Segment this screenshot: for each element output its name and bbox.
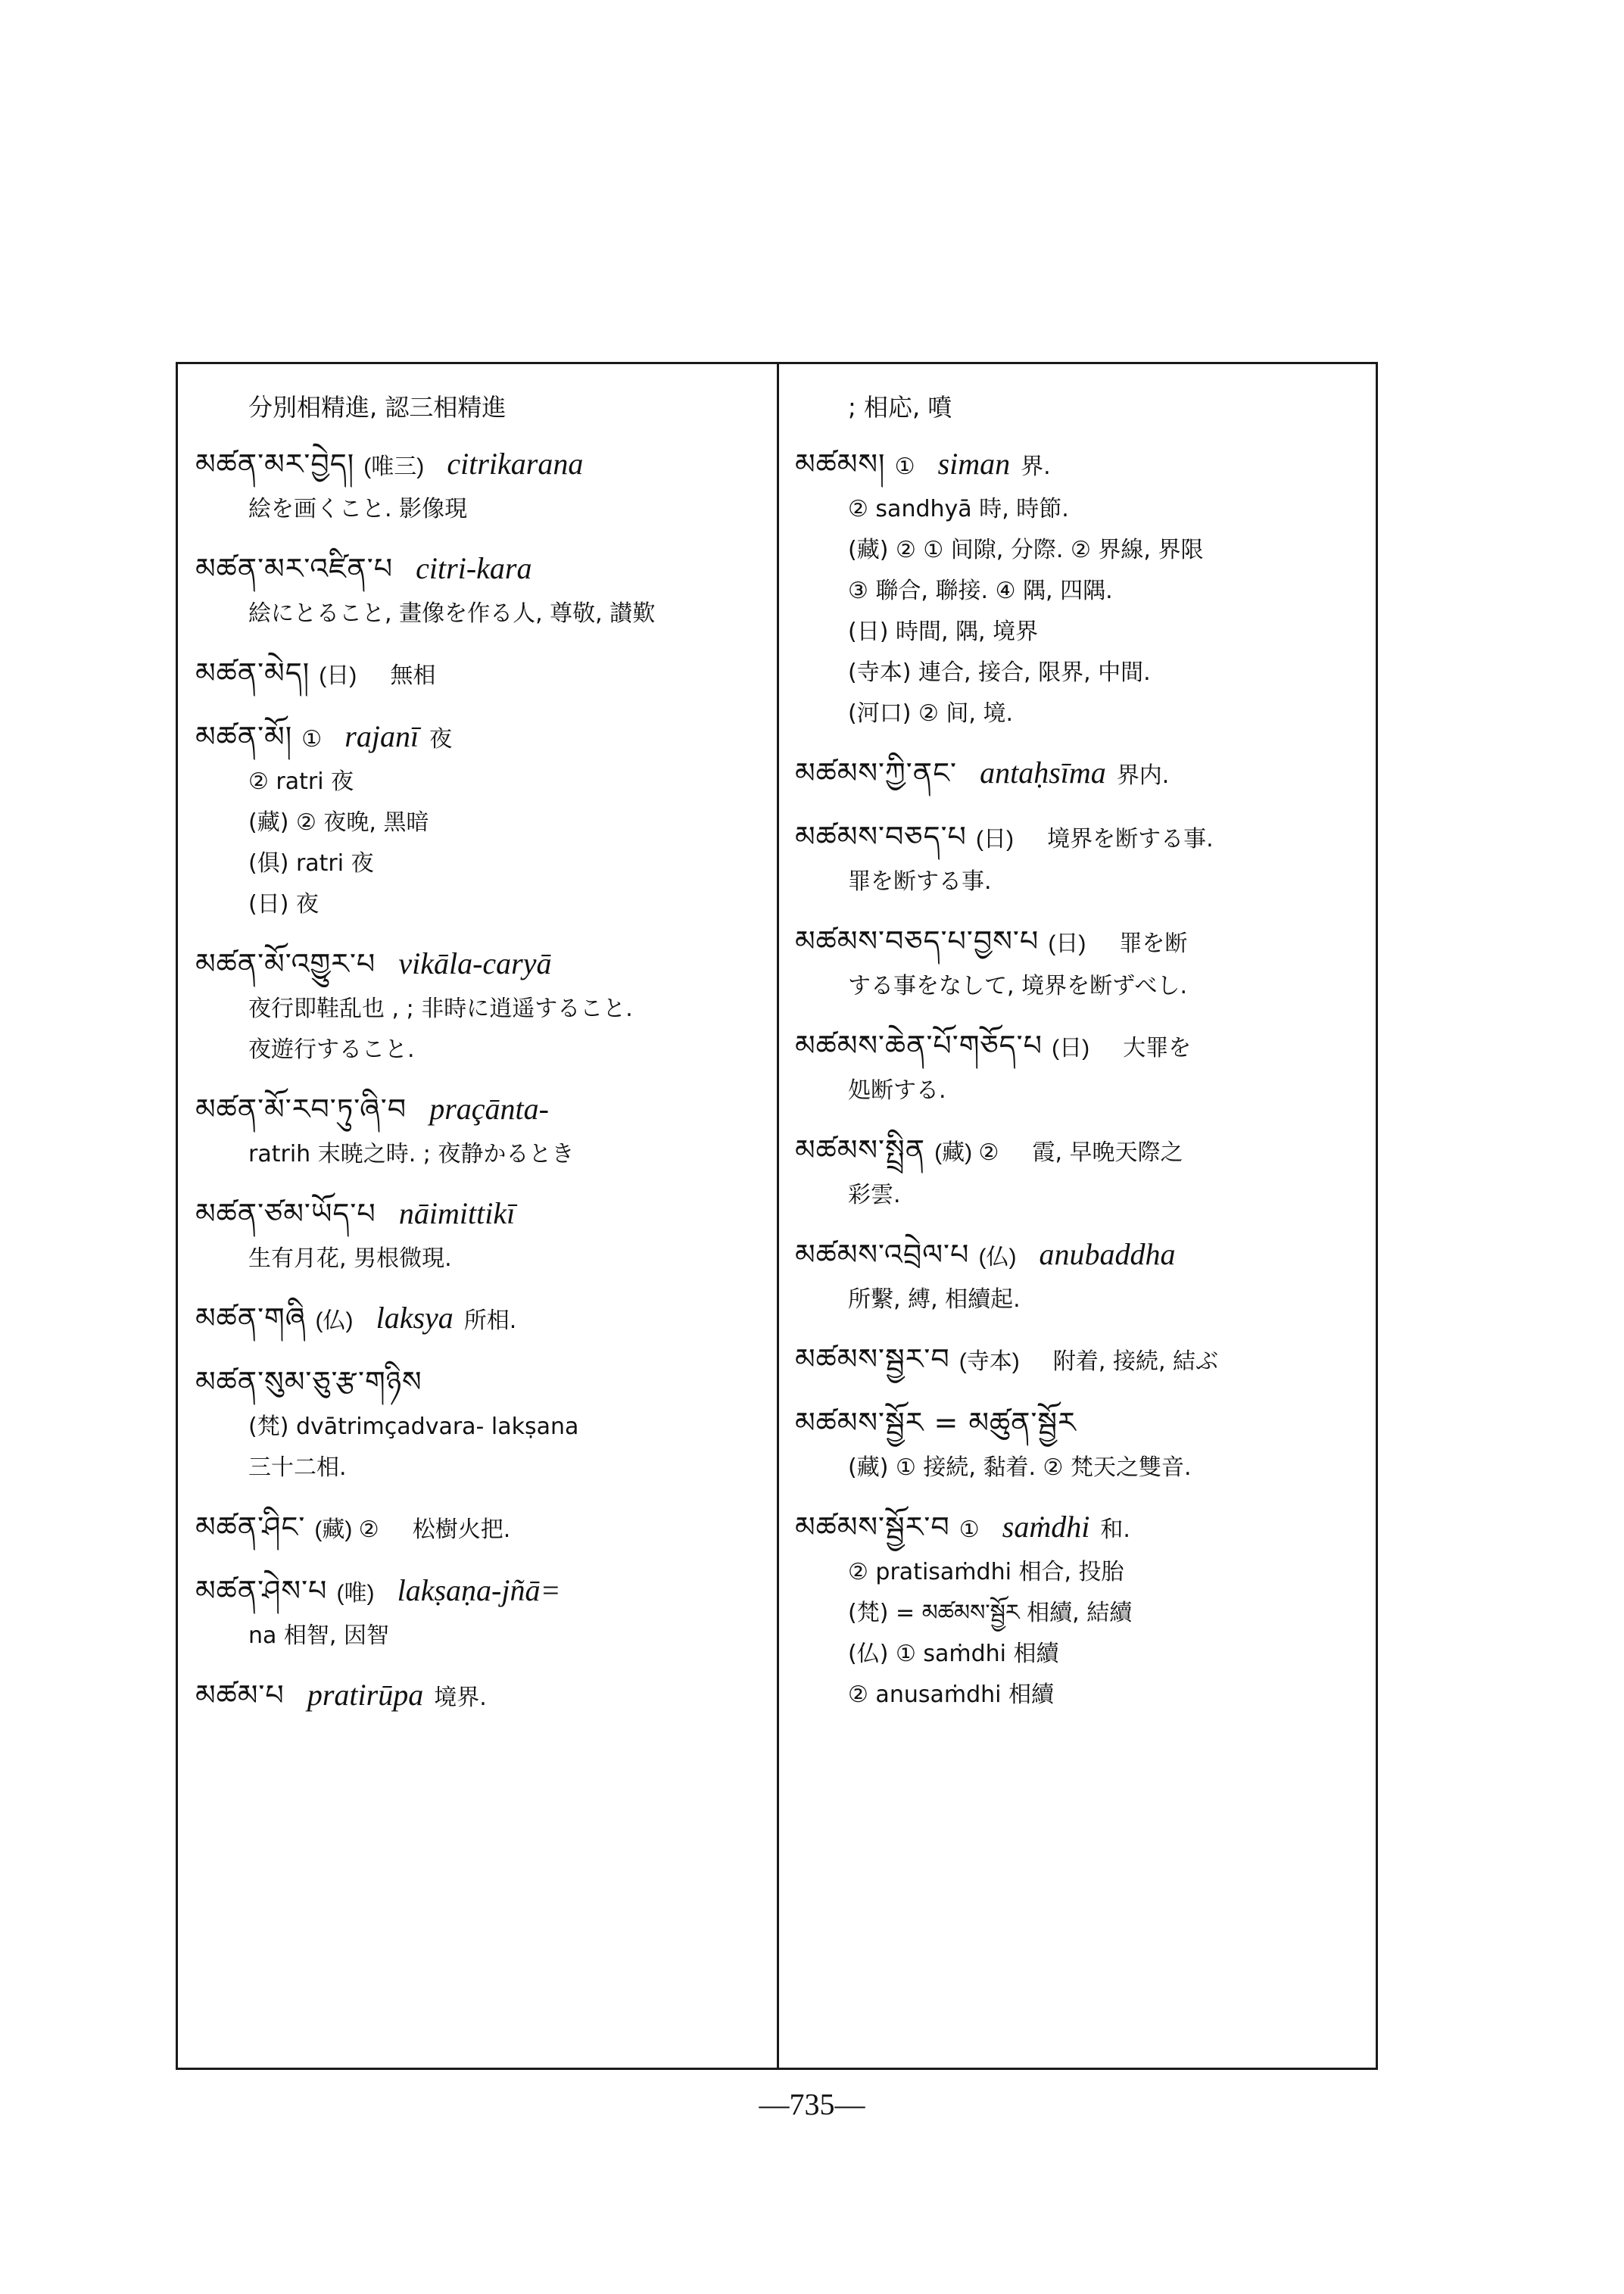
source-tag: (藏) ② (314, 1517, 379, 1542)
entry-sub-line: (日) 時間, 隅, 境界 (848, 619, 1039, 645)
gloss-text: 境界. (434, 1685, 487, 1711)
source-tag: ① (894, 454, 915, 479)
left-top-note: 分別相精進, 認三相精進 (248, 393, 507, 422)
entry-sub-line: ② sandhyā 時, 時節. (848, 496, 1069, 522)
source-tag: ① (301, 727, 323, 752)
entry-sub-line: (梵) dvātrimçadvara- lakṣana (248, 1413, 579, 1440)
sanskrit-term: pratirūpa (307, 1678, 424, 1712)
dictionary-entry (795, 1401, 1370, 1488)
sanskrit-term: rajanī (344, 719, 419, 753)
sanskrit-term: laksya (376, 1301, 454, 1335)
entry-sub-line: 三十二相. (248, 1454, 347, 1481)
entry-sub-line: (梵) = མཚམས་སྦྱོར 相續, 結續 (848, 1600, 1133, 1626)
entry-sub-line: 絵を画くこと. 影像現 (248, 496, 468, 522)
gloss-text: 大罪を (1123, 1035, 1192, 1061)
entry-head-line (195, 1087, 771, 1134)
entry-sub-line: 彩雲. (848, 1182, 901, 1208)
headword-tibetan: མཚམས་ཀྱི་ནང་ (795, 756, 958, 790)
headword-tibetan: མཚམས་སྦྱོར = མཚུན་སྦྱོར (795, 1406, 1077, 1439)
entry-sub-line: (俱) ratri 夜 (248, 850, 374, 877)
entry-head-line (795, 815, 1370, 862)
source-tag: (藏) ② (934, 1140, 999, 1165)
dictionary-entry (195, 547, 771, 634)
dictionary-entry (795, 1128, 1370, 1216)
entry-head-line (795, 1233, 1370, 1279)
entry-head-line (195, 442, 771, 489)
column-divider (777, 362, 779, 2070)
dictionary-entry (795, 919, 1370, 1007)
dictionary-entry (195, 442, 771, 530)
dictionary-entry (195, 715, 771, 925)
entry-head-line (195, 1569, 771, 1616)
gloss-text: 罪を断 (1119, 930, 1188, 957)
entry-sub-line: (河口) ② 间, 境. (848, 700, 1013, 727)
gloss-text: 境界を断する事. (1047, 826, 1214, 852)
dictionary-entry (795, 1024, 1370, 1111)
dictionary-entry (195, 1505, 771, 1552)
dictionary-entry (795, 815, 1370, 902)
headword-tibetan: མཚན་ཤེས་པ (195, 1574, 328, 1607)
gloss-text: 夜 (429, 726, 453, 753)
sanskrit-term: citri-kara (416, 551, 532, 585)
entry-sub-line: 処断する. (848, 1077, 946, 1104)
dictionary-entry (795, 751, 1370, 798)
entry-sub-line: ② ratri 夜 (248, 768, 354, 795)
headword-tibetan: མཚན་མེད། (195, 656, 310, 690)
right-entry-list (795, 442, 1370, 1716)
entry-sub-line: (寺本) 連合, 接合, 限界, 中間. (848, 659, 1151, 686)
gloss-text: 松樹火把. (412, 1516, 511, 1543)
sanskrit-term: citrikarana (447, 447, 584, 481)
source-tag: (日) (1052, 1036, 1090, 1061)
entry-sub-line: ② anusaṁdhi 相續 (848, 1682, 1055, 1708)
dictionary-entry (195, 1192, 771, 1279)
entry-sub-line: ② pratisaṁdhi 相合, 投胎 (848, 1559, 1124, 1585)
headword-tibetan: མཚམས་སྦྱོར་བ (795, 1510, 950, 1544)
dictionary-entry (795, 1233, 1370, 1320)
entry-sub-line: (藏) ① 接続, 黏着. ② 梵天之雙音. (848, 1454, 1192, 1481)
gloss-text: 和. (1100, 1516, 1130, 1543)
entry-head-line (195, 1673, 771, 1720)
dictionary-entry (795, 442, 1370, 734)
sanskrit-term: lakṣaṇa-jñā= (397, 1573, 561, 1607)
entry-sub-line: 所繫, 縛, 相續起. (848, 1286, 1021, 1313)
entry-head-line (795, 1337, 1370, 1384)
source-tag: ① (959, 1517, 980, 1542)
source-tag: (寺本) (959, 1349, 1020, 1374)
source-tag: (日) (976, 827, 1014, 852)
entry-head-line (795, 442, 1370, 489)
entry-head-line (195, 547, 771, 594)
gloss-text: 霞, 早晩天際之 (1032, 1139, 1183, 1166)
entry-sub-line: na 相智, 因智 (248, 1622, 390, 1649)
right-column (795, 386, 1370, 1732)
gloss-text: 所相. (463, 1308, 517, 1334)
dictionary-entry (195, 1296, 771, 1343)
dictionary-entry (195, 1087, 771, 1175)
entry-sub-line: する事をなして, 境界を断ずべし. (848, 973, 1188, 999)
source-tag: (唯三) (363, 454, 425, 479)
headword-tibetan: མཚན་ཙམ་ཡོད་པ (195, 1197, 376, 1230)
headword-tibetan: མཚམས་སྤྲིན (795, 1133, 926, 1167)
entry-head-line (195, 1296, 771, 1343)
gloss-text: 界. (1021, 454, 1051, 480)
headword-tibetan: མཚན་མོ་འགྱུར་པ (195, 947, 376, 980)
entry-head-line (195, 651, 771, 698)
dictionary-entry (195, 942, 771, 1071)
source-tag: (仏) (978, 1245, 1017, 1270)
gloss-text: 無相 (390, 662, 436, 689)
sanskrit-term: saṁdhi (1002, 1510, 1090, 1544)
entry-sub-line: (仏) ① saṁdhi 相續 (848, 1641, 1059, 1667)
headword-tibetan: མཚན་ཤིང་ (195, 1510, 306, 1544)
sanskrit-term: vikāla-caryā (398, 946, 552, 980)
sanskrit-term: anubaddha (1039, 1237, 1176, 1271)
gloss-text: 附着, 接続, 結ぶ (1052, 1348, 1219, 1375)
left-entry-list (195, 442, 771, 1720)
entry-sub-line: ratrih 末暁之時. ; 夜静かるとき (248, 1141, 575, 1167)
entry-sub-line: 夜遊行すること. (248, 1036, 415, 1063)
entry-head-line (795, 1401, 1370, 1448)
entry-sub-line: (日) 夜 (248, 891, 319, 918)
entry-head-line (795, 751, 1370, 798)
headword-tibetan: མཚམ་པ (195, 1678, 285, 1712)
sanskrit-term: siman (937, 447, 1011, 481)
entry-head-line (195, 942, 771, 989)
headword-tibetan: མཚམས་བཅད་པ་བྱས་པ (795, 924, 1040, 958)
headword-tibetan: མཚམས་སྦྱར་བ (795, 1342, 950, 1376)
entry-head-line (195, 1360, 771, 1407)
entry-sub-line: 生有月花, 男根微現. (248, 1245, 452, 1272)
headword-tibetan: མཚམས་བཅད་པ (795, 820, 967, 853)
sanskrit-term: antaḥsīma (980, 756, 1106, 790)
headword-tibetan: མཚམས་འབྲེལ་པ (795, 1238, 970, 1271)
sanskrit-term: nāimittikī (398, 1196, 516, 1230)
page-number: —735— (759, 2087, 865, 2121)
entry-sub-line: (藏) ② 夜晚, 黑暗 (248, 809, 429, 836)
entry-head-line (195, 715, 771, 762)
dictionary-entry (795, 1337, 1370, 1384)
entry-head-line (195, 1192, 771, 1239)
headword-tibetan: མཚམས། (795, 447, 886, 481)
dictionary-entry (195, 651, 771, 698)
headword-tibetan: མཚན་གཞི (195, 1301, 307, 1335)
source-tag: (日) (319, 663, 357, 688)
entry-head-line (195, 1505, 771, 1552)
dictionary-entry (195, 1360, 771, 1488)
entry-sub-line: 罪を断する事. (848, 868, 992, 895)
dictionary-entry (195, 1569, 771, 1657)
entry-sub-line: 絵にとること, 畫像を作る人, 尊敬, 讃歎 (248, 600, 656, 627)
sanskrit-term: praçānta- (429, 1092, 549, 1126)
left-column (195, 386, 771, 1737)
source-tag: (日) (1048, 931, 1086, 956)
entry-head-line (795, 1505, 1370, 1552)
headword-tibetan: མཚམས་ཆེན་པོ་གཅོད་པ (795, 1029, 1043, 1062)
headword-tibetan: མཚན་སུམ་ཅུ་རྩ་གཉིས (195, 1365, 422, 1398)
entry-head-line (795, 919, 1370, 966)
dictionary-entry (795, 1505, 1370, 1716)
entry-sub-line: (藏) ② ① 间隙, 分際. ② 界線, 界限 (848, 537, 1204, 563)
entry-sub-line: 夜行即鞋乱也 , ; 非時に逍遥すること. (248, 996, 633, 1022)
headword-tibetan: མཚན་མར་འཛིན་པ (195, 552, 394, 585)
entry-head-line (795, 1128, 1370, 1175)
gloss-text: 界内. (1116, 762, 1170, 789)
entry-head-line (795, 1024, 1370, 1071)
entry-sub-line: ③ 聯合, 聯接. ④ 隅, 四隅. (848, 578, 1113, 604)
right-top-note: ; 相応, 噴 (848, 393, 952, 422)
source-tag: (仏) (315, 1308, 354, 1333)
source-tag: (唯) (336, 1581, 375, 1606)
headword-tibetan: མཚན་མོ་རབ་ཏུ་ཞི་བ (195, 1092, 407, 1126)
headword-tibetan: མཚན་མར་བྱེད། (195, 447, 355, 481)
headword-tibetan: མཚན་མོ། (195, 720, 293, 753)
dictionary-entry (195, 1673, 771, 1720)
